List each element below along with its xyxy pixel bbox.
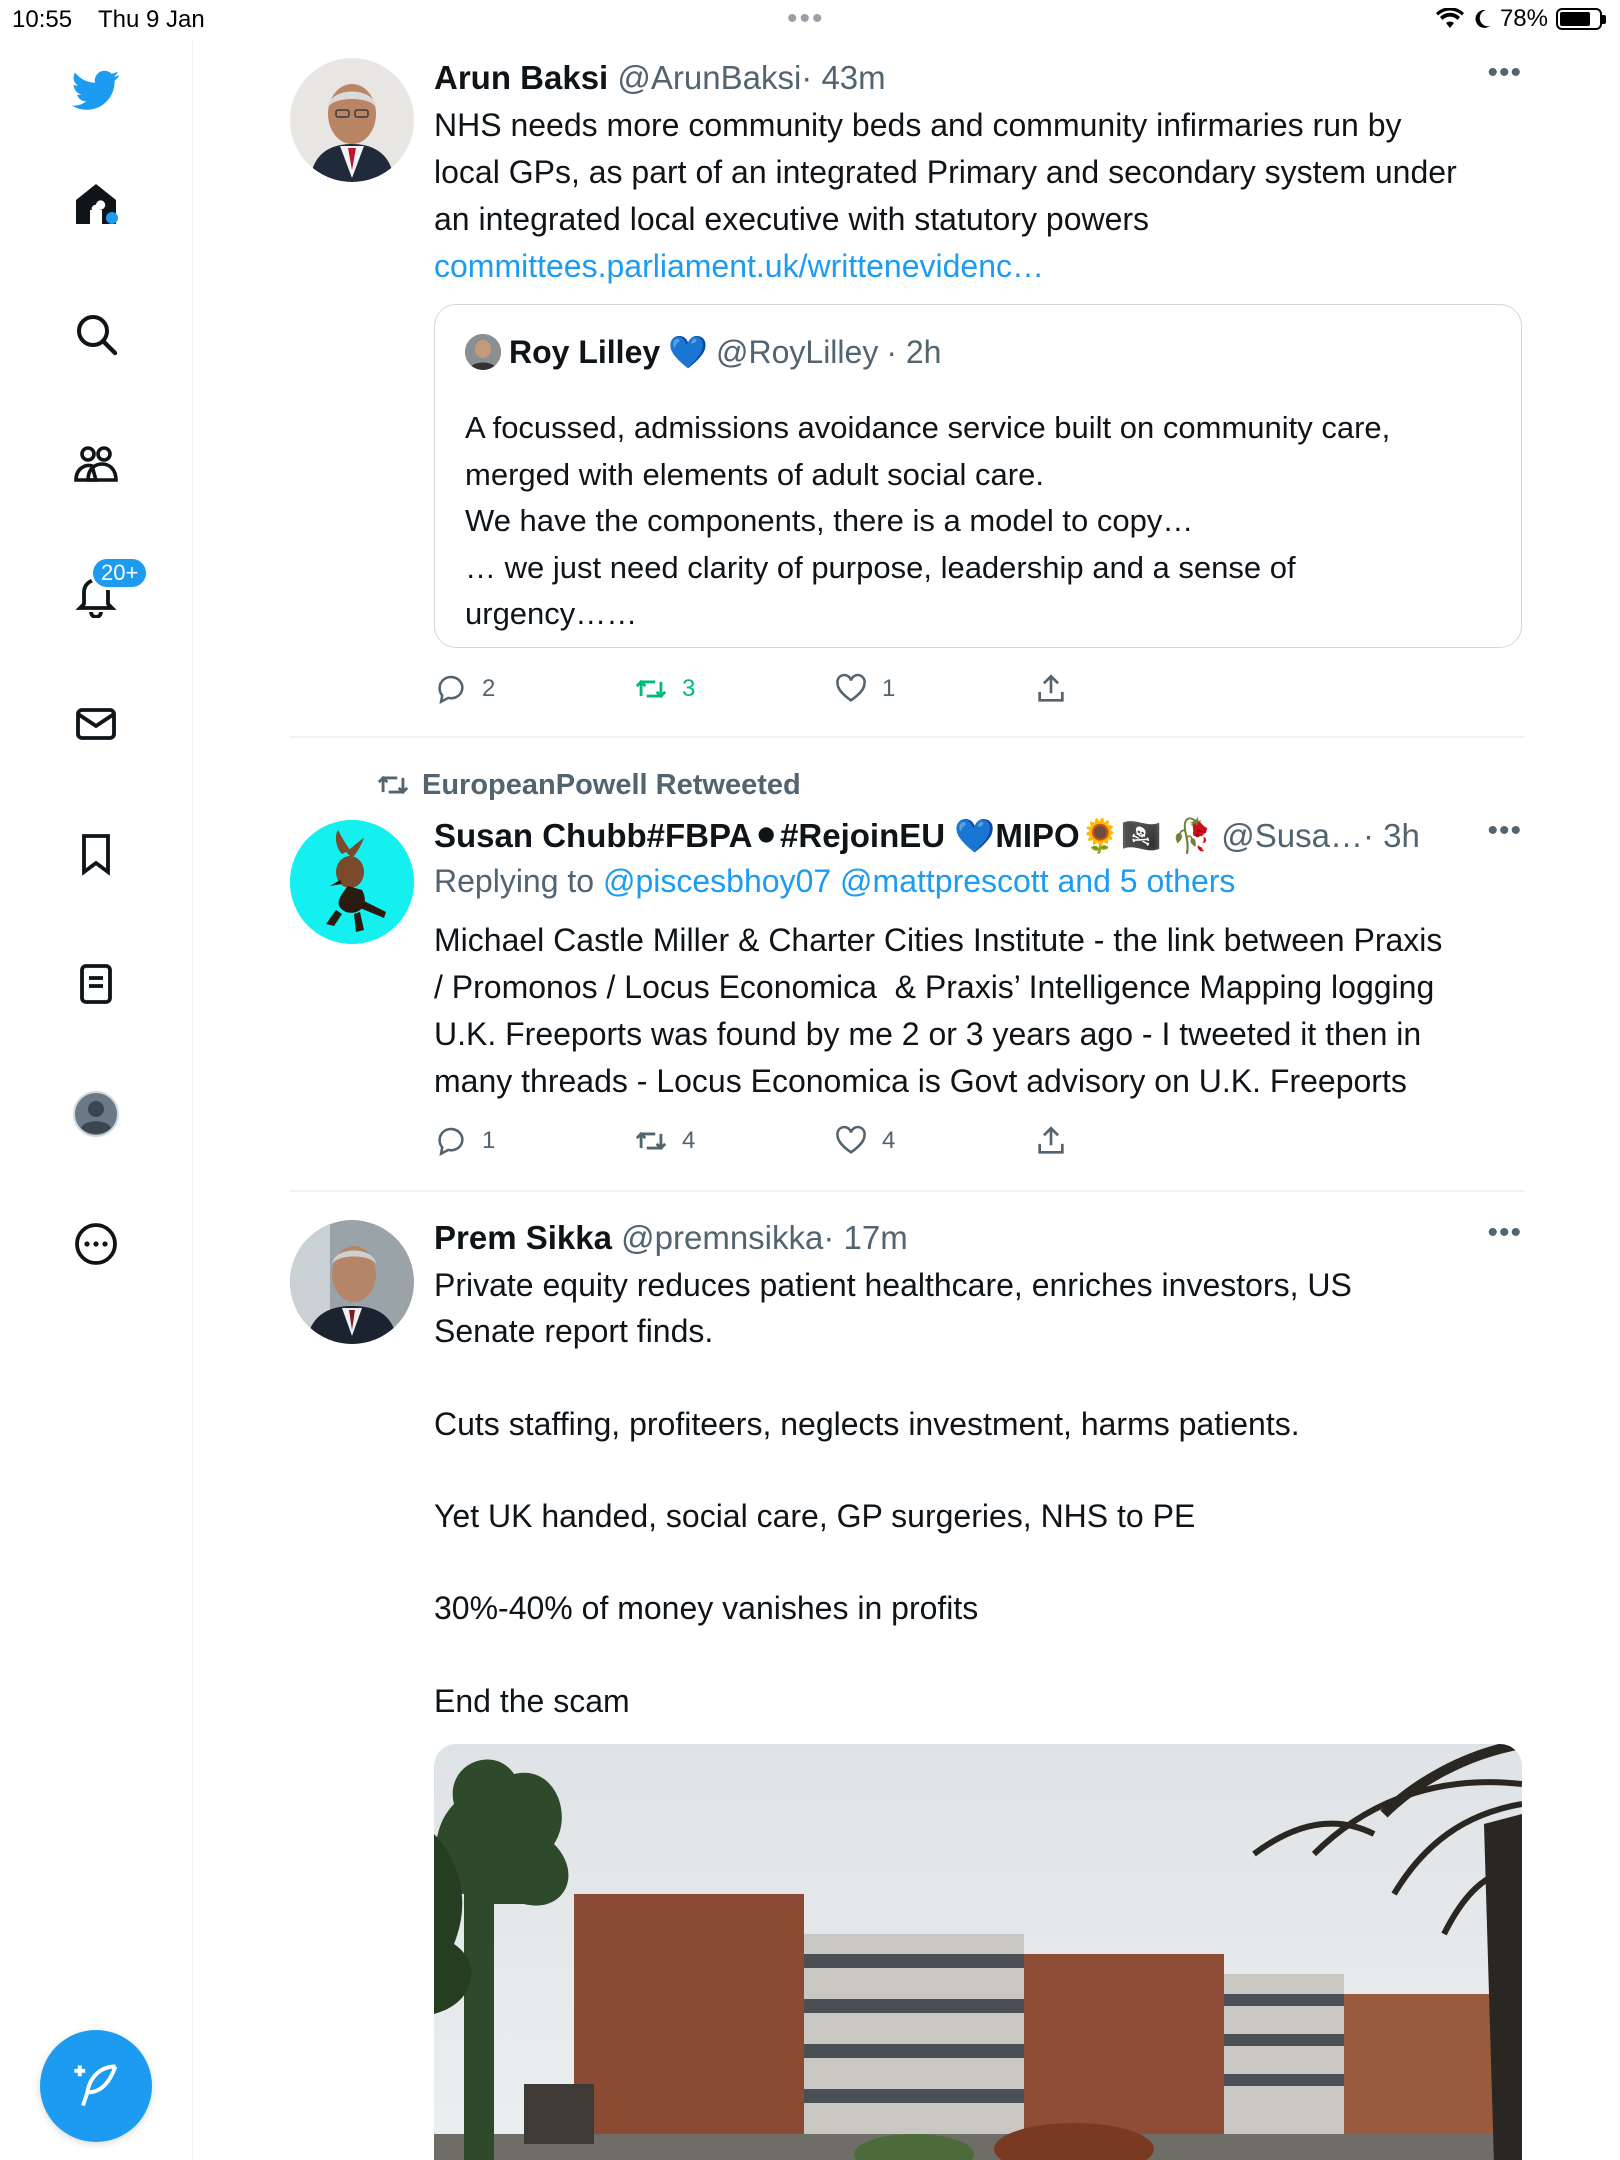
reply-button[interactable] bbox=[434, 672, 495, 706]
retweet-button[interactable] bbox=[634, 672, 695, 706]
quoted-avatar bbox=[465, 334, 501, 370]
twitter-logo-icon[interactable] bbox=[70, 64, 122, 116]
blue-heart-emoji: 💙 bbox=[668, 334, 708, 370]
retweet-small-icon bbox=[376, 768, 410, 802]
retweet-icon bbox=[634, 1124, 668, 1158]
communities-icon[interactable] bbox=[70, 438, 122, 490]
quoted-tweet-header bbox=[465, 333, 941, 371]
reply-mentions[interactable]: @piscesbhoy07 @mattprescott and 5 others bbox=[602, 863, 1236, 899]
retweet-count: 3 bbox=[682, 675, 696, 702]
heart-icon bbox=[834, 1124, 868, 1158]
tweet-time[interactable]: · 43m bbox=[801, 59, 886, 96]
share-icon bbox=[1034, 672, 1068, 706]
quoted-handle: @RoyLilley bbox=[716, 333, 879, 370]
multitasking-dots-icon[interactable]: ••• bbox=[787, 2, 825, 35]
bookmarks-icon[interactable] bbox=[70, 828, 122, 880]
quoted-display-name: Roy Lilley bbox=[509, 333, 661, 370]
reply-icon bbox=[434, 672, 468, 706]
tweet[interactable] bbox=[290, 814, 1524, 1184]
like-count: 1 bbox=[882, 675, 896, 702]
share-button[interactable] bbox=[1034, 672, 1068, 706]
replying-to-label: Replying to bbox=[434, 863, 595, 899]
status-time: 10:55 bbox=[12, 6, 73, 33]
display-name[interactable]: Prem Sikka bbox=[434, 1219, 612, 1256]
compose-tweet-button[interactable] bbox=[40, 2030, 152, 2142]
tweet-header bbox=[434, 814, 1524, 858]
tweet-media-image[interactable] bbox=[434, 1744, 1522, 2160]
feather-plus-icon bbox=[70, 2060, 122, 2112]
reply-button[interactable] bbox=[434, 1124, 495, 1158]
lists-icon[interactable] bbox=[70, 958, 122, 1010]
like-button[interactable] bbox=[834, 1124, 895, 1158]
display-name[interactable]: Arun Baksi bbox=[434, 59, 609, 96]
tweet[interactable] bbox=[290, 1216, 1524, 2160]
retweet-icon bbox=[634, 672, 668, 706]
user-handle[interactable]: @Susa… bbox=[1221, 817, 1364, 854]
battery-percentage: 78% bbox=[1499, 5, 1548, 32]
tweet-actions bbox=[434, 1124, 1334, 1164]
quoted-tweet[interactable] bbox=[434, 304, 1522, 648]
tweet-divider bbox=[290, 1190, 1524, 1192]
quoted-tweet-text: A focussed, admissions avoidance service built on community care, merged with elements of adult social care. We have the components, there is a model to copy… … we just need clarity of purpose, leadership and a sense of urgency…… bbox=[465, 410, 1391, 631]
tweet-text: Michael Castle Miller & Charter Cities Institute - the link between Praxis / Promonos / Locus Economica & Praxis’ Intelligence Mapping logging U.K. Freeports was found by me 2 or 3 years ago - I tweeted it then in many threads - Locus Economica is Govt advisory on U.K. Freeports bbox=[434, 922, 1443, 1099]
like-count: 4 bbox=[882, 1127, 896, 1154]
status-bar bbox=[0, 0, 1620, 40]
quoted-time: · 2h bbox=[886, 333, 942, 370]
avatar[interactable] bbox=[290, 1220, 414, 1344]
profile-avatar-icon[interactable] bbox=[70, 1088, 122, 1140]
like-button[interactable] bbox=[834, 672, 895, 706]
tweet-divider bbox=[290, 736, 1524, 738]
tweet-link[interactable]: committees.parliament.uk/writtenevidenc… bbox=[434, 248, 1045, 284]
tweet-time[interactable]: · 17m bbox=[823, 1219, 908, 1256]
tweet-text: Private equity reduces patient healthcare, enriches investors, US Senate report finds. Cuts staffing, profiteers, neglects investment, harms patients. Yet UK handed, social care, GP surgeries, NHS to PE 30%-40% of money vanishes in profits End the scam bbox=[434, 1267, 1352, 1719]
share-button[interactable] bbox=[1034, 1124, 1068, 1158]
tweet[interactable] bbox=[290, 56, 1524, 716]
tweet-more-icon[interactable]: ••• bbox=[1487, 56, 1522, 89]
wifi-icon bbox=[1436, 8, 1464, 30]
retweeted-by-text: EuropeanPowell Retweeted bbox=[422, 768, 801, 801]
heart-icon bbox=[834, 672, 868, 706]
battery-icon bbox=[1556, 8, 1602, 30]
reply-icon bbox=[434, 1124, 468, 1158]
messages-envelope-icon[interactable] bbox=[70, 698, 122, 750]
notifications-badge: 20+ bbox=[90, 556, 149, 590]
tweet-more-icon[interactable]: ••• bbox=[1487, 814, 1522, 847]
tweet-more-icon[interactable]: ••• bbox=[1487, 1216, 1522, 1249]
more-options-icon[interactable] bbox=[70, 1218, 122, 1270]
avatar[interactable] bbox=[290, 58, 414, 182]
reply-count: 1 bbox=[482, 1127, 496, 1154]
retweet-count: 4 bbox=[682, 1127, 696, 1154]
search-icon[interactable] bbox=[70, 308, 122, 360]
display-name[interactable]: Susan Chubb#FBPA⚫#RejoinEU 💙MIPO🌻🏴‍☠️ 🥀 bbox=[434, 817, 1213, 854]
moon-icon bbox=[1472, 8, 1492, 30]
home-new-indicator bbox=[106, 212, 118, 224]
sidebar-nav bbox=[0, 40, 193, 2160]
user-handle[interactable]: @premnsikka bbox=[621, 1219, 824, 1256]
tweet-header bbox=[434, 1216, 1524, 1260]
status-date: Thu 9 Jan bbox=[98, 6, 205, 33]
status-indicators bbox=[1436, 5, 1606, 33]
user-handle[interactable]: @ArunBaksi bbox=[617, 59, 802, 96]
share-icon bbox=[1034, 1124, 1068, 1158]
tweet-header bbox=[434, 56, 1524, 100]
reply-count: 2 bbox=[482, 675, 496, 702]
tweet-time[interactable]: · 3h bbox=[1363, 817, 1420, 854]
tweet-text: NHS needs more community beds and community infirmaries run by local GPs, as part of an integrated Primary and secondary system under an integrated local executive with statutory powers bbox=[434, 107, 1457, 237]
retweeted-by-line[interactable] bbox=[376, 768, 801, 802]
tweet-actions bbox=[434, 672, 1334, 712]
replying-to-line bbox=[434, 858, 1524, 905]
retweet-button[interactable] bbox=[634, 1124, 695, 1158]
avatar[interactable] bbox=[290, 820, 414, 944]
